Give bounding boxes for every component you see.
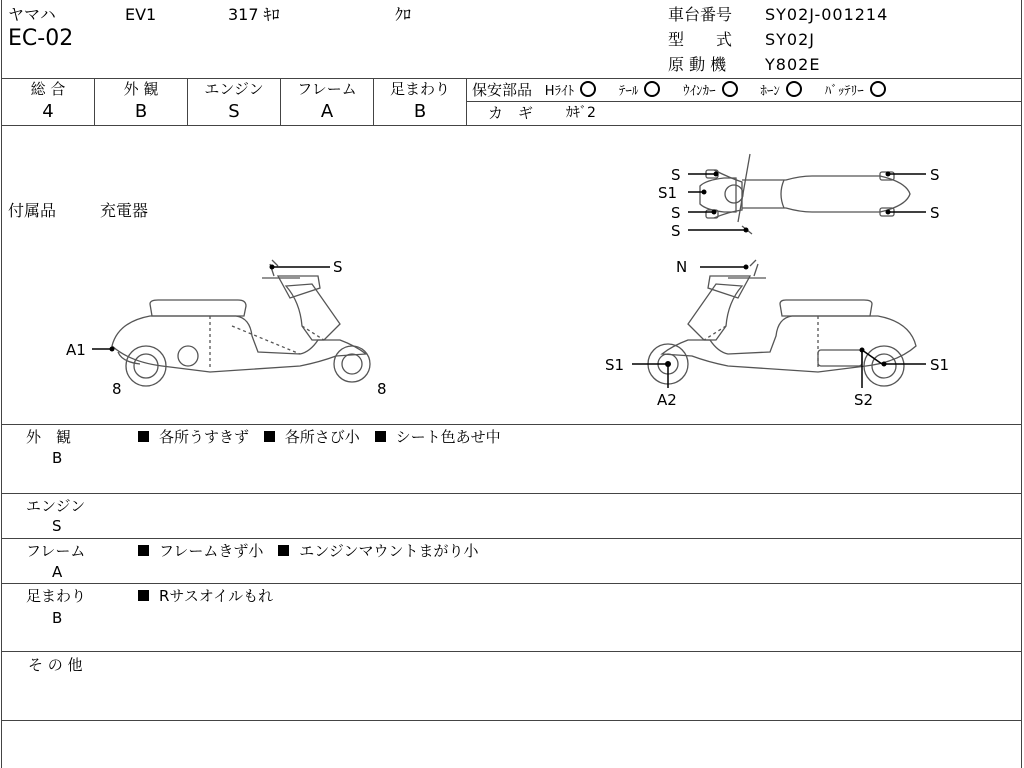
color: ｸﾛ [395,5,412,24]
bullet-square-icon [138,545,149,556]
engine-value: Y802E [765,55,821,74]
engine-label: 原 動 機 [668,55,727,74]
remark-frame-items: フレームきず小 エンジンマウントまがり小 [138,542,478,560]
remark-frame-grade: A [52,563,63,581]
grade-exterior-label: 外 観 [123,80,159,98]
accessories-label: 付属品 [8,201,57,220]
grade-frame-value: A [320,101,334,122]
safety-item-headlight: Hﾗｲﾄ [545,84,596,99]
mark-right-rear-lower: A2 [657,391,677,409]
bullet-square-icon [375,431,386,442]
grade-exterior-value: B [134,101,148,122]
mark-left-front: A1 [66,341,86,359]
remark-other-label: そ の 他 [28,656,83,674]
bullet-square-icon [264,431,275,442]
mileage: 317 ｷﾛ [228,5,280,24]
ok-circle-icon [644,81,660,97]
model-name: EC-02 [8,26,74,51]
model-code: EV1 [125,5,157,24]
mark-right-front-hub: S1 [930,356,950,374]
grade-engine-value: S [228,101,240,122]
ok-circle-icon [580,81,596,97]
mark-top-lever: S [671,204,681,222]
mark-top-light: S1 [658,184,678,202]
remark-engine-grade: S [52,517,62,535]
safety-item-horn: ﾎｰﾝ [760,84,802,99]
key-value: ｶｷﾞ2 [566,105,596,121]
mark-dots [110,172,891,368]
bullet-square-icon [138,590,149,601]
grade-overall-label: 総 合 [30,80,66,98]
grade-engine-label: エンジン [204,80,264,98]
mark-top-grip: S [671,222,681,240]
mark-left-handle: S [333,258,343,276]
ok-circle-icon [722,81,738,97]
mark-top-mirror-left: S [671,166,681,184]
safety-item-tail: ﾃｰﾙ [619,84,661,99]
remark-suspension-items: Rサスオイルもれ [138,587,273,605]
grade-frame-label: フレーム [297,80,357,98]
remark-exterior-items: 各所うすきず 各所さび小 シート色あせ中 [138,428,501,446]
type-label: 型 式 [668,30,733,49]
safety-label: 保安部品 [472,81,533,99]
mark-leader-lines [92,174,926,388]
remark-suspension-label: 足まわり [26,587,87,605]
accessories-value: 充電器 [100,201,149,220]
ok-circle-icon [786,81,802,97]
remark-frame-label: フレーム [26,542,86,560]
type-value: SY02J [765,30,816,49]
safety-item-winker: ｳｲﾝｶｰ [683,84,738,99]
grade-suspension-value: B [413,101,427,122]
remark-engine-label: エンジン [26,497,86,515]
damage-diagram [0,126,1020,422]
bullet-square-icon [138,431,149,442]
safety-item-battery: ﾊﾞｯﾃﾘｰ [825,84,886,99]
mark-top-rear-upper: S [930,166,940,184]
remark-exterior-grade: B [52,449,63,467]
mark-left-rear-wheel: 8 [377,380,387,398]
mark-right-rear-hub: S1 [605,356,625,374]
remark-exterior-label: 外 観 [26,428,72,446]
mark-top-rear-lower: S [930,204,940,222]
mark-left-front-wheel: 8 [112,380,122,398]
scooter-left-view [112,260,370,386]
grade-suspension-label: 足まわり [389,80,450,98]
bullet-square-icon [278,545,289,556]
remark-suspension-grade: B [52,609,63,627]
scooter-top-view [700,154,910,234]
mark-right-handle: N [676,258,688,276]
maker: ヤマハ [8,5,56,24]
safety-row [472,81,886,101]
frame-no-label: 車台番号 [668,5,733,24]
scooter-right-view [648,260,916,386]
key-label: カ ギ [488,104,534,122]
frame-no: SY02J-001214 [765,5,889,24]
grade-overall-value: 4 [42,101,54,122]
ok-circle-icon [870,81,886,97]
mark-right-front-lower: S2 [854,391,874,409]
